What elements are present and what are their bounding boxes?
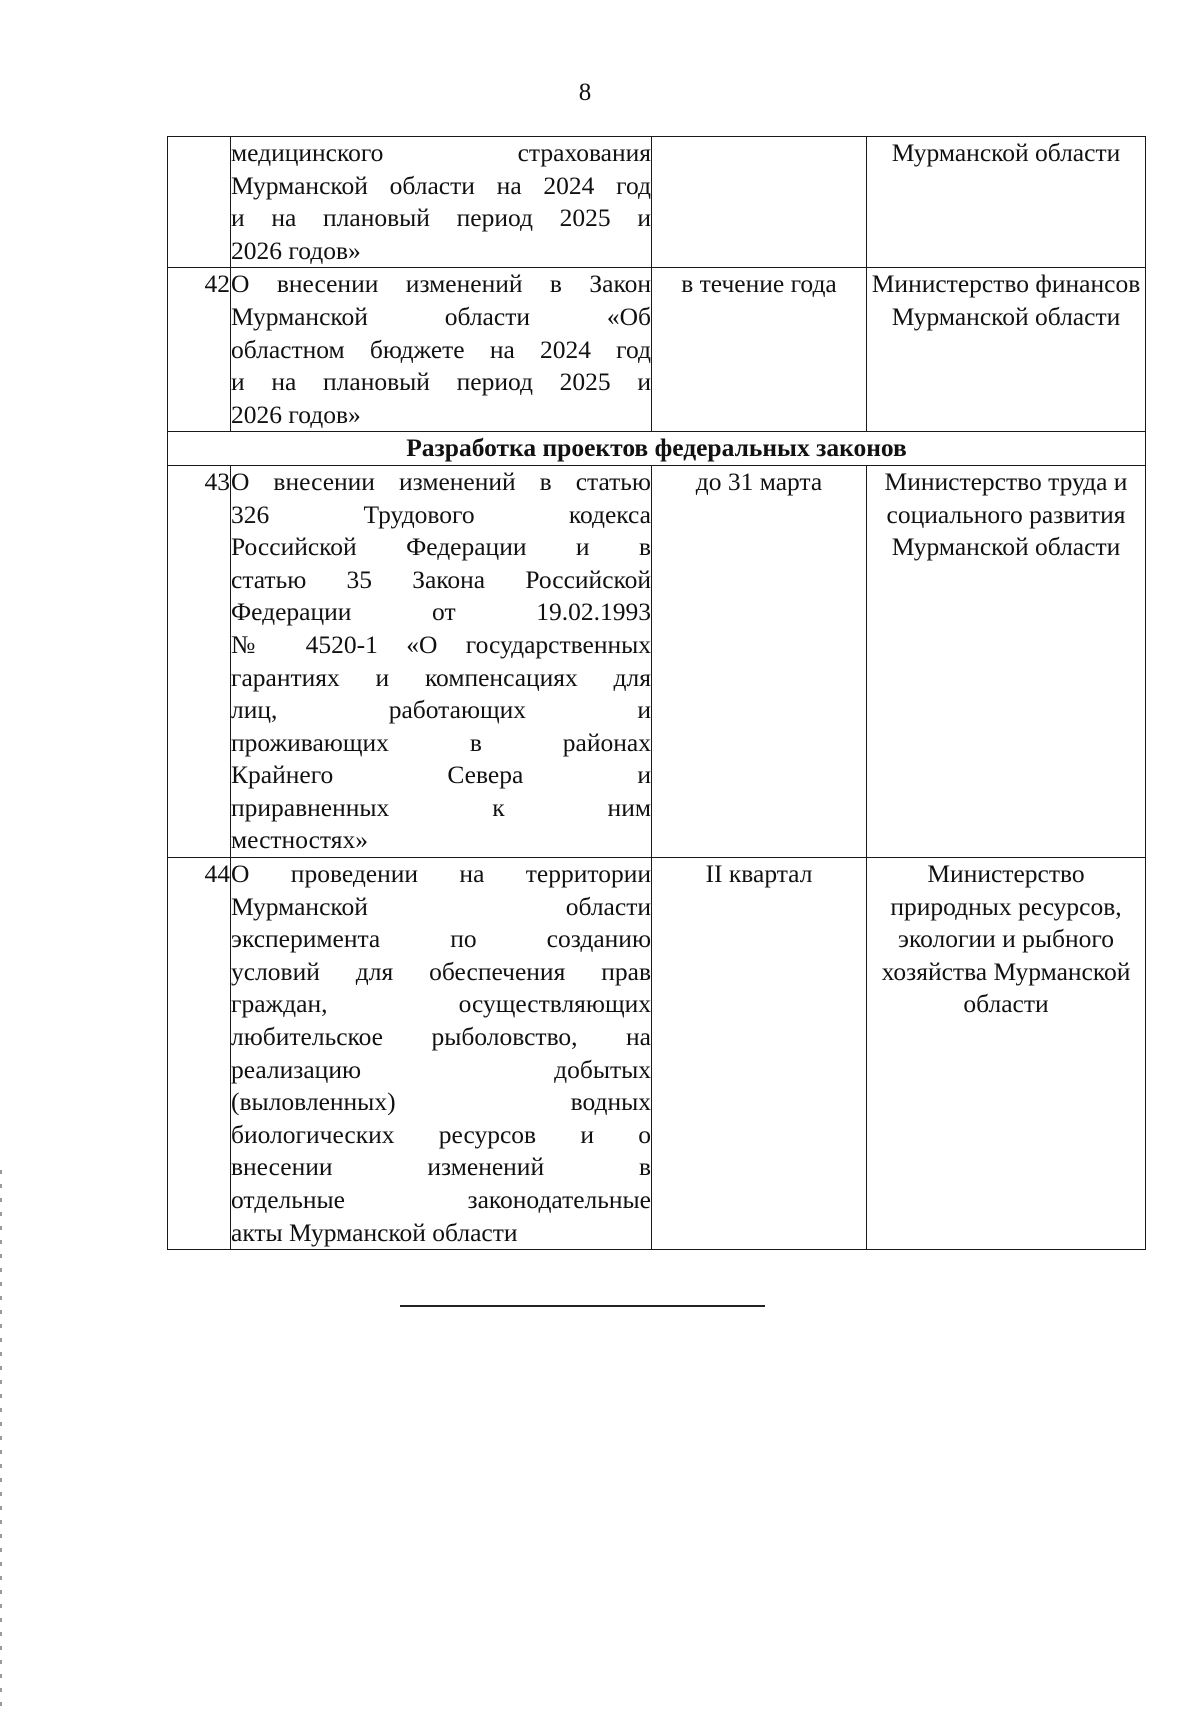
law-title-line: внесении изменений в bbox=[231, 1152, 651, 1182]
law-title-line: условий для обеспечения прав bbox=[231, 956, 651, 986]
page-number: 8 bbox=[578, 79, 592, 106]
deadline: II квартал bbox=[652, 858, 867, 1250]
responsible-body: Министерство труда и социального развития Мурманской области bbox=[867, 465, 1146, 857]
law-title-line: Мурманской области «Об bbox=[231, 301, 651, 331]
law-title-line: и на плановый период 2025 и bbox=[231, 203, 651, 233]
law-title-line: О внесении изменений в Закон bbox=[231, 269, 651, 299]
law-title-line: Мурманской области bbox=[231, 891, 651, 921]
law-title-line: граждан, осуществляющих bbox=[231, 989, 651, 1019]
table-row bbox=[168, 137, 1146, 268]
deadline: в течение года bbox=[652, 268, 867, 432]
table-row bbox=[168, 268, 1146, 432]
row-number: 43 bbox=[168, 465, 231, 857]
law-title-line: 2026 годов» bbox=[231, 235, 361, 265]
deadline: до 31 марта bbox=[652, 465, 867, 857]
law-title-line: Мурманской области на 2024 год bbox=[231, 170, 651, 200]
responsible-body: Министерство финансов Мурманской области bbox=[867, 268, 1146, 432]
table-row bbox=[168, 465, 1146, 857]
law-title-line: отдельные законодательные bbox=[231, 1185, 651, 1214]
section-header-row bbox=[168, 432, 1146, 466]
law-title-line: лиц, работающих и bbox=[231, 695, 651, 725]
law-title bbox=[231, 858, 652, 1250]
law-title-line: проживающих в районах bbox=[231, 727, 651, 757]
law-title-line: Крайнего Севера и bbox=[231, 760, 651, 790]
responsible-body: Министерство природных ресурсов, экологии и рыбного хозяйства Мурманской области bbox=[867, 858, 1146, 1250]
law-title-line: медицинского страхования bbox=[231, 138, 651, 167]
law-title-line: реализацию добытых bbox=[231, 1054, 651, 1084]
law-title-line: любительское рыболовство, на bbox=[231, 1022, 651, 1052]
law-title-line: местностях» bbox=[231, 825, 368, 855]
row-number: 42 bbox=[168, 268, 231, 432]
law-title-line: (выловленных) водных bbox=[231, 1087, 651, 1117]
law-title-line: биологических ресурсов и о bbox=[231, 1119, 651, 1149]
law-title-line: областном бюджете на 2024 год bbox=[231, 334, 651, 364]
law-title-line: гарантиях и компенсациях для bbox=[231, 662, 651, 692]
law-title-line: и на плановый период 2025 и bbox=[231, 367, 651, 397]
law-title-line: статью 35 Закона Российской bbox=[231, 564, 651, 594]
law-title-line: акты Мурманской области bbox=[231, 1217, 518, 1247]
law-title-line: Российской Федерации и в bbox=[231, 532, 651, 562]
law-title bbox=[231, 137, 652, 268]
law-title-line: № 4520-1 «О государственных bbox=[231, 629, 651, 659]
law-title bbox=[231, 268, 652, 432]
law-title-line: Федерации от 19.02.1993 bbox=[231, 597, 651, 627]
section-title: Разработка проектов федеральных законов bbox=[168, 432, 1146, 466]
row-number: 44 bbox=[168, 858, 231, 1250]
law-title-line: 2026 годов» bbox=[231, 399, 361, 429]
law-title-line: приравненных к ним bbox=[231, 792, 651, 822]
end-of-document-rule bbox=[400, 1305, 765, 1307]
law-title-line: 326 Трудового кодекса bbox=[231, 499, 651, 529]
responsible-body: Мурманской области bbox=[867, 137, 1146, 268]
legislative-plan-table bbox=[167, 136, 1146, 1250]
law-title-line: О проведении на территории bbox=[231, 859, 651, 889]
scan-edge-mark bbox=[0, 1170, 2, 1710]
law-title-line: О внесении изменений в статью bbox=[231, 466, 651, 496]
deadline bbox=[652, 137, 867, 268]
law-title bbox=[231, 465, 652, 857]
row-number bbox=[168, 137, 231, 268]
table-row bbox=[168, 858, 1146, 1250]
plan-table-body bbox=[168, 137, 1146, 1250]
law-title-line: эксперимента по созданию bbox=[231, 924, 651, 954]
